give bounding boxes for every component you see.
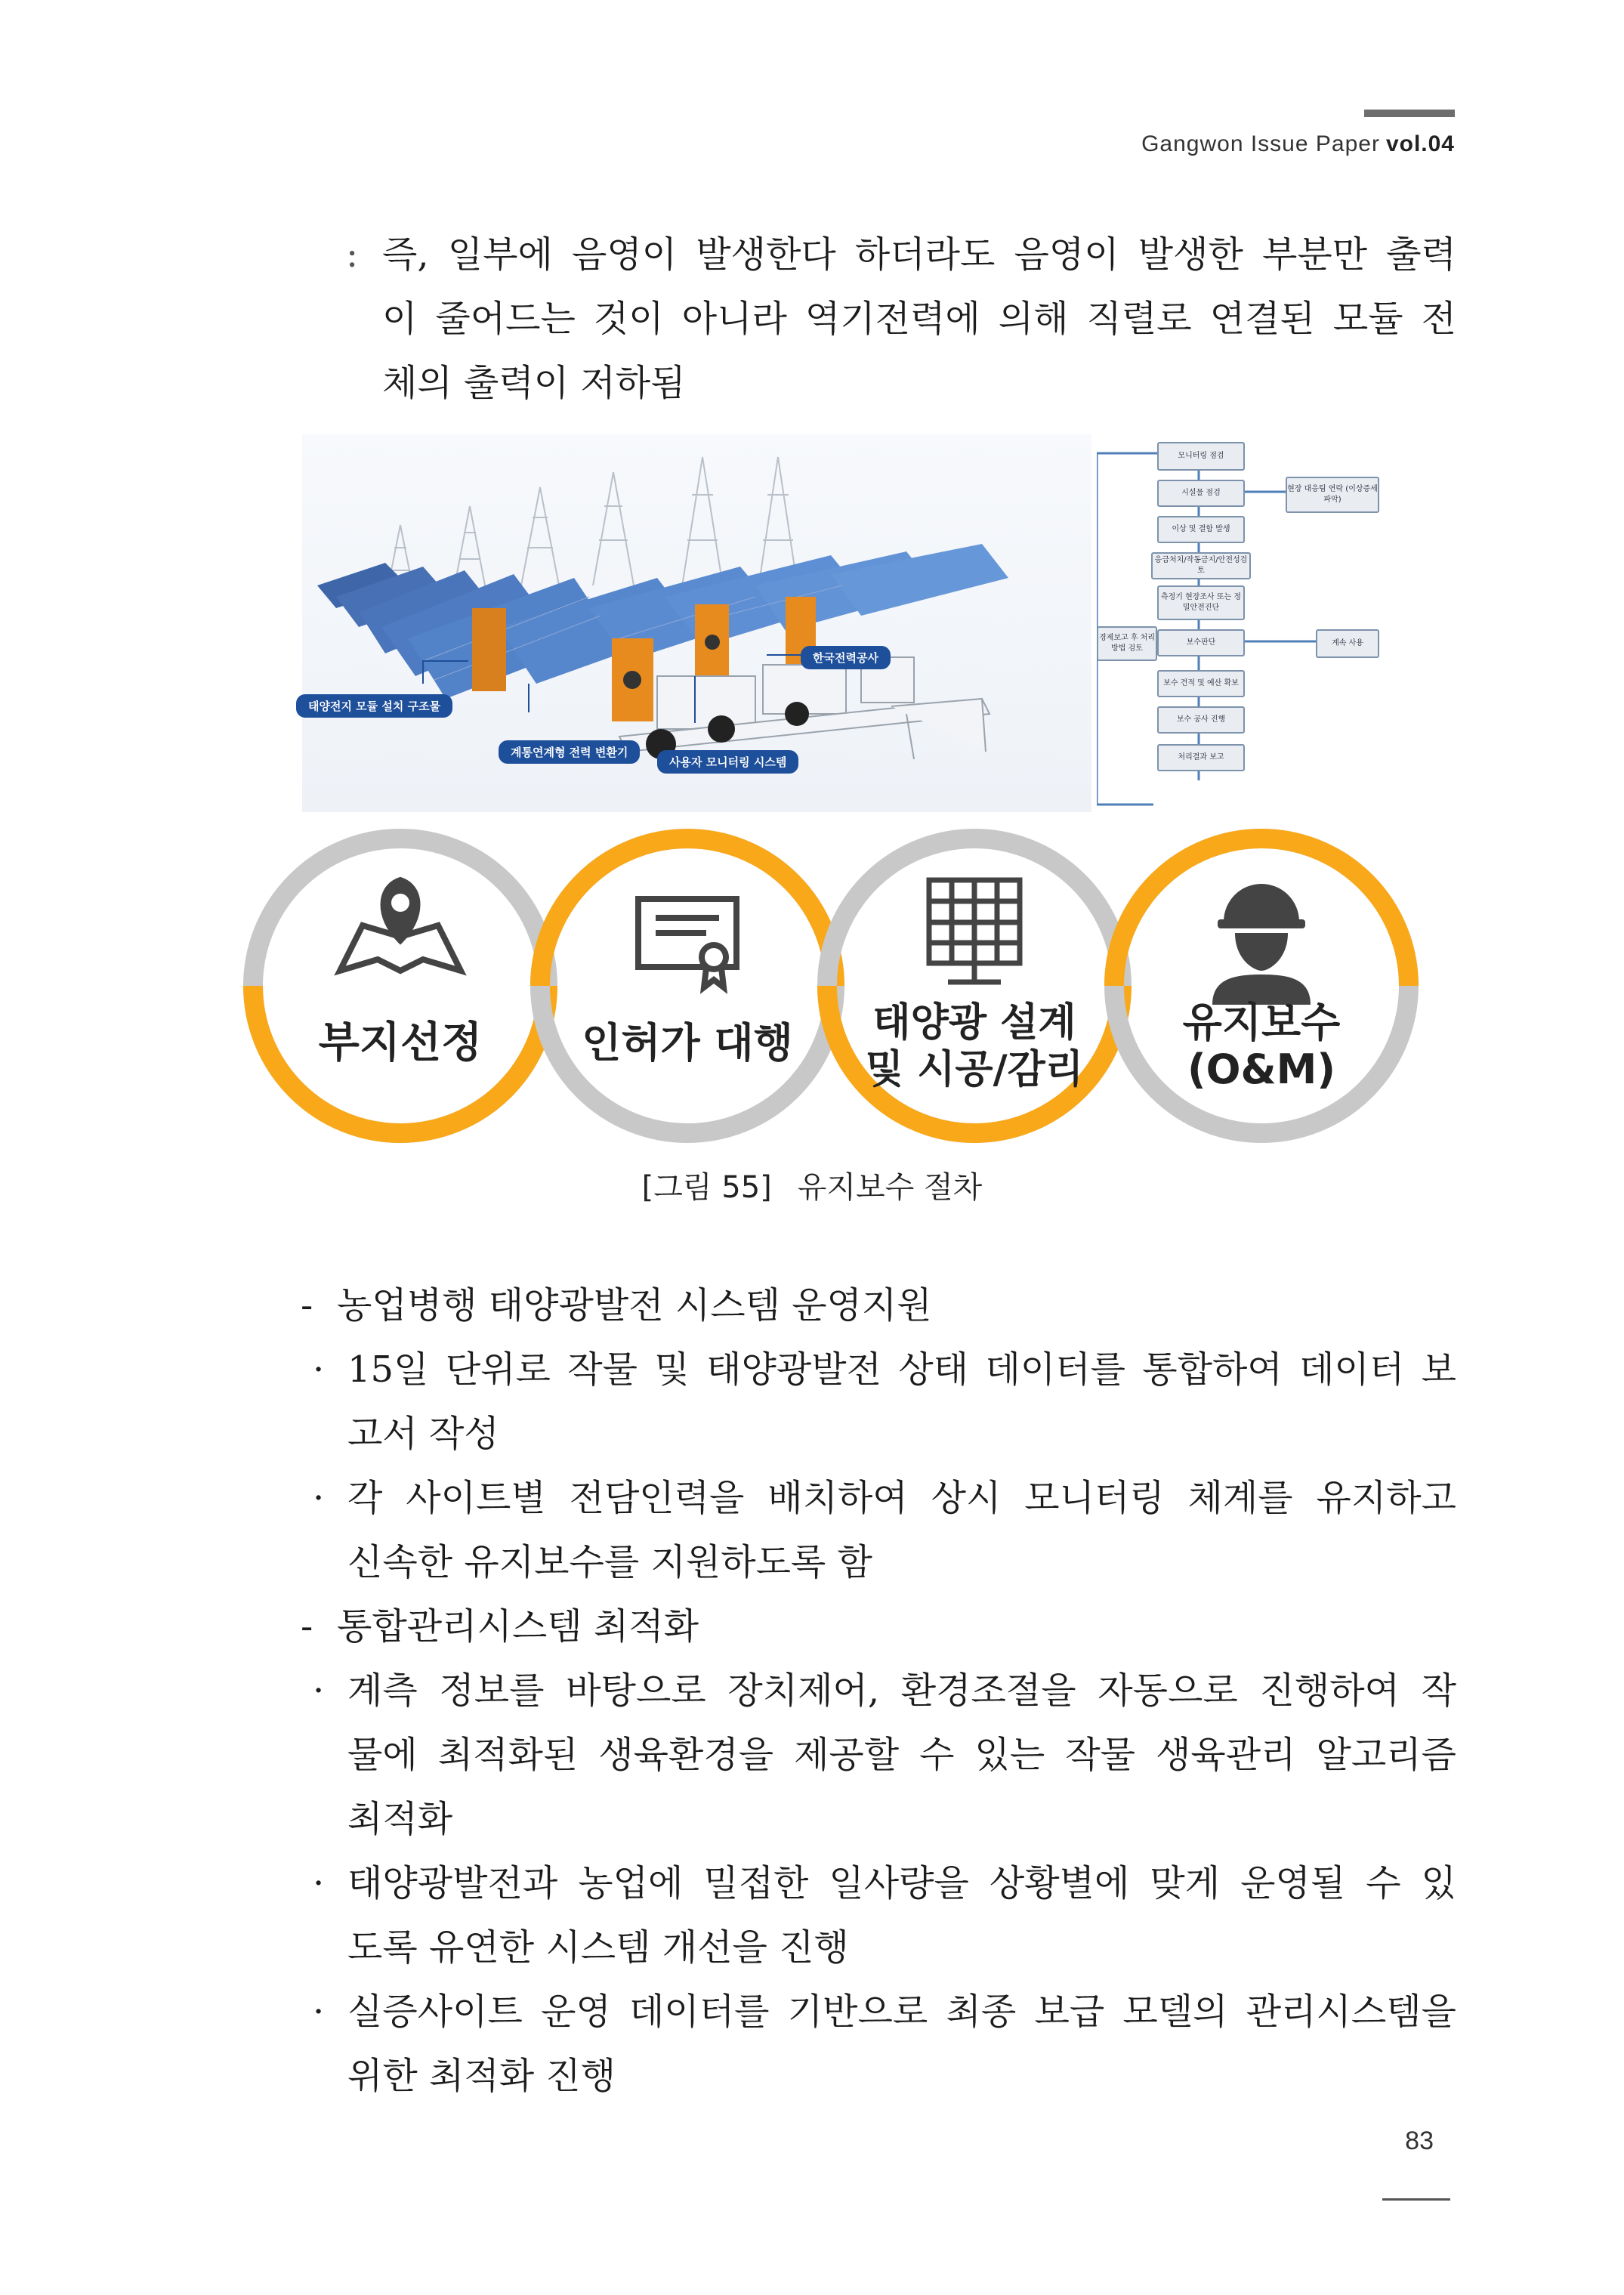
callout-inverter: 계통연계형 전력 변환기 xyxy=(499,740,640,764)
intro-line-2: 이 줄어드는 것이 아니라 역기전력에 의해 직렬로 연결된 모듈 전 xyxy=(382,298,1456,340)
ring-2-accent xyxy=(540,839,835,986)
process-steps xyxy=(242,820,1435,1152)
step-label-design-construction: 태양광 설계 및 시공/감리 xyxy=(865,1000,1084,1092)
maintenance-flowchart xyxy=(1097,434,1458,812)
bullet-item: · 15일 단위로 작물 및 태양광발전 상태 데이터를 통합하여 데이터 보 고서 작성 xyxy=(313,1348,1456,1455)
step-label-site-selection: 부지선정 xyxy=(318,1018,483,1067)
flow-box: 이상 및 결함 발생 xyxy=(1157,516,1245,543)
figure-number: [그림 55] xyxy=(641,1170,772,1205)
flow-box: 현장 대응팀 연락 (이상증세 파악) xyxy=(1286,477,1379,513)
worker-icon xyxy=(1212,884,1311,1005)
solar-maintenance-figure xyxy=(302,434,1458,812)
body-text xyxy=(301,1274,1456,2108)
figure-title: 유지보수 절차 xyxy=(797,1170,983,1205)
flow-box: 계속 사용 xyxy=(1316,629,1379,658)
flow-box: 응급처치/작동금지/안전성검토 xyxy=(1151,552,1251,579)
section-heading-1: - 농업병행 태양광발전 시스템 운영지원 xyxy=(301,1284,932,1327)
colon-marker: : xyxy=(346,233,359,276)
flow-box: 측정기 현장조사 또는 정밀안전진단 xyxy=(1157,585,1245,620)
footer-rule xyxy=(1382,2198,1450,2201)
figure-caption xyxy=(0,1163,1624,1206)
step-label-permit: 인허가 대행 xyxy=(582,1019,793,1067)
bullet-item: · 태양광발전과 농업에 밀접한 일사량을 상황별에 맞게 운영될 수 있 도록 유연한 시스템 개선을 진행 xyxy=(313,1862,1456,1969)
solar-panel-icon xyxy=(929,880,1020,982)
header-rule xyxy=(1364,110,1455,117)
flow-box: 처리결과 보고 xyxy=(1157,744,1245,771)
flow-box: 보수 견적 및 예산 확보 xyxy=(1157,670,1245,697)
callout-kepco: 한국전력공사 xyxy=(801,646,891,669)
journal-name: Gangwon Issue Paper xyxy=(1141,131,1380,156)
flow-box: 보수 공사 진행 xyxy=(1157,706,1245,734)
certificate-icon xyxy=(638,899,736,987)
flow-box: 보수판단 xyxy=(1157,629,1245,656)
step-label-maintenance: 유지보수 (O&M) xyxy=(1182,999,1341,1093)
flow-box: 경제보고 후 처리방법 검토 xyxy=(1097,626,1157,661)
map-pin-icon xyxy=(340,880,461,971)
bullet-item: · 계측 정보를 바탕으로 장치제어, 환경조절을 자동으로 진행하여 작 물에 최적화된 생육환경을 제공할 수 있는 작물 생육관리 알고리즘 최적화 xyxy=(313,1670,1456,1840)
section-heading-2: - 통합관리시스템 최적화 xyxy=(301,1605,699,1648)
flow-connectors xyxy=(1097,434,1458,812)
process-rings xyxy=(242,820,1435,1152)
callout-module-structure: 태양전지 모듈 설치 구조물 xyxy=(296,694,452,718)
intro-paragraph xyxy=(346,223,1456,415)
bullet-item: · 각 사이트별 전담인력을 배치하여 상시 모니터링 체계를 유지하고 신속한 유지보수를 지원하도록 함 xyxy=(313,1477,1456,1583)
intro-line-1: : 즉, 일부에 음영이 발생한다 하더라도 음영이 발생한 부분만 출력 xyxy=(346,223,1456,287)
intro-line-3: 체의 출력이 저하됨 xyxy=(382,362,686,404)
solar-plant-illustration xyxy=(302,434,1091,812)
flow-box: 모니터링 점검 xyxy=(1157,442,1245,471)
flow-box: 시설물 점검 xyxy=(1157,480,1245,507)
callout-monitoring: 사용자 모니터링 시스템 xyxy=(657,750,798,774)
volume-label: vol.04 xyxy=(1385,131,1455,156)
page-number: 83 xyxy=(1405,2127,1434,2155)
bullet-item: · 실증사이트 운영 데이터를 기반으로 최종 보급 모델의 관리시스템을 위한 최적화 진행 xyxy=(313,1991,1456,2097)
running-header xyxy=(1141,131,1455,157)
